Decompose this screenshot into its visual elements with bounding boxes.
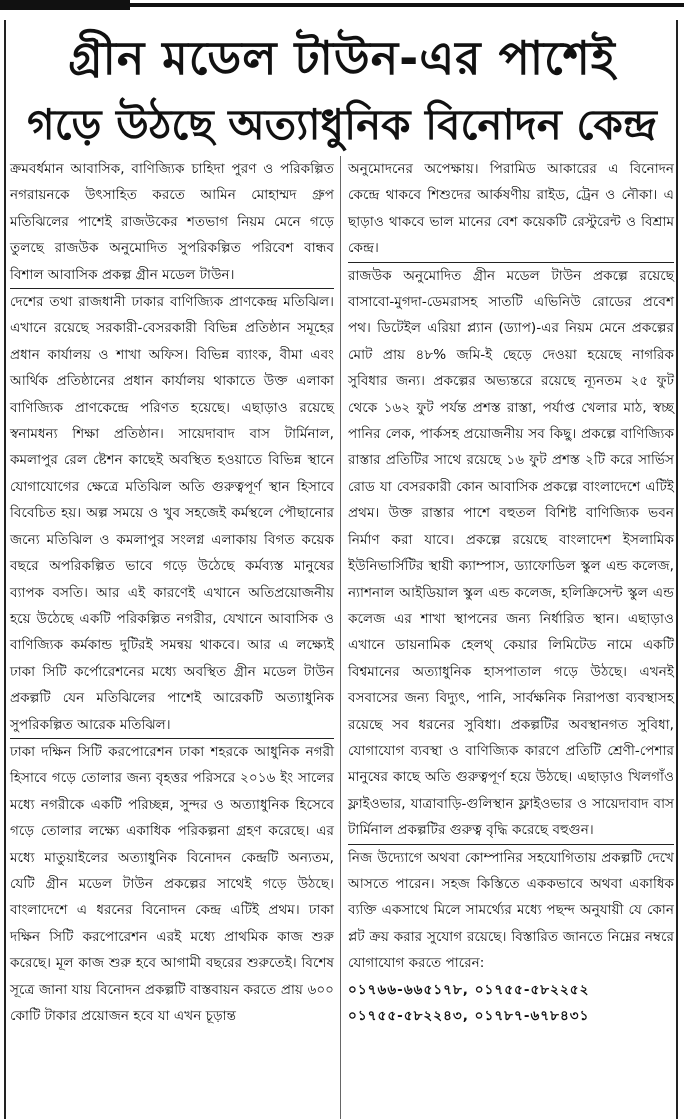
left-column: [10, 156, 334, 1029]
paragraph: নিজ উদ্যোগে অথবা কোম্পানির সহযোগিতায় প্রকল্পটি দেখে আসতে পারেন। সহজ কিস্তিতে এককভাবে অথবা একাধিক ব্যক্তি একসাথে মিলে সামর্থ্যের মধ্যে পছন্দ অনুযায়ী যে কোন প্লট ক্রয় করার সুযোগ রয়েছে। বিস্তারিত জানতে নিম্নের নম্বরে যোগাযোগ করতে পারেন:: [348, 849, 674, 972]
paragraph: দেশের তথা রাজধানী ঢাকার বাণিজ্যিক প্রাণকেন্দ্র মতিঝিল। এখানে রয়েছে সরকারী-বেসরকারী বিভিন্ন প্রতিষ্ঠান সমূহের প্রধান কার্যালয় ও শাখা অফিস। বিভিন্ন ব্যাংক, বীমা এবং আর্থিক প্রতিষ্ঠানের প্রধান কার্যালয় থাকাতে উক্ত এলাকা বাণিজ্যিক প্রাণকেন্দ্রে পরিণত হয়েছে। এছাড়াও রয়েছে স্বনামধন্য শিক্ষা প্রতিষ্ঠান। সায়েদাবাদ বাস টার্মিনাল, কমলাপুর রেল ষ্টেশন কাছেই অবস্থিত হওয়াতে বিভিন্ন স্থানে যোগাযোগের ক্ষেত্রে মতিঝিল অতি গুরুত্বপূর্ণ স্থান হিসাবে বিবেচিত হয়। অল্প সময়ে ও খুব সহজেই কর্মস্থলে পৌছানোর জন্যে মতিঝিল ও কমলাপুর সংলগ্ন এলাকায় বিগত কয়েক বছরে অপরিকল্পিত ভাবে গড়ে উঠেছে কর্মব্যস্ত মানুষের ব্যাপক বসতি। আর এই কারণেই এখানে অতিপ্রয়োজনীয় হয়ে উঠেছে একটি পরিকল্পিত নগরীর, যেখানে আবাসিক ও বাণিজ্যিক কর্মকান্ড দুটিরই সমন্বয় থাকবে। আর এ লক্ষ্যেই ঢাকা সিটি কর্পোরেশনের মধ্যে অবস্থিত গ্রীন মডেল টাউন প্রকল্পটি যেন মতিঝিলের পাশেই আরেকটি অত্যাধুনিক সুপরিকল্পিত আরেক মতিঝিল।: [10, 294, 334, 733]
paragraph: রাজউক অনুমোদিত গ্রীন মডেল টাউন প্রকল্পে রয়েছে বাসাবো-মুগদা-ডেমরাসহ সাতটি এভিনিউ রোডের প্রবেশ পথ। ডিটেইল এরিয়া প্ল্যান (ড্যাপ)-এর নিয়ম মেনে প্রকল্পের মোট প্রায় ৪৮% জমি-ই ছেড়ে দেওয়া হয়েছে নাগরিক সুবিধার জন্য। প্রকল্পের অভ্যন্তরে রয়েছে ন্যূনতম ২৫ ফুট থেকে ১৬২ ফুট পর্যন্ত প্রশস্ত রাস্তা, পর্যাপ্ত খেলার মাঠ, স্বচ্ছ পানির লেক, পার্কসহ প্রয়োজনীয় সব কিছু। প্রকল্পে বাণিজ্যিক রাস্তার প্রতিটির সাথে রয়েছে ১৬ ফুট প্রশস্ত ২টি করে সার্ভিস রোড যা বেসরকারী কোন আবাসিক প্রকল্পে বাংলাদেশে এটিই প্রথম। উক্ত রাস্তার পাশে বহুতল বিশিষ্ট বাণিজ্যিক ভবন নির্মাণ করা যাবে। প্রকল্পে রয়েছে বাংলাদেশ ইসলামিক ইউনিভার্সিটির স্থায়ী ক্যাম্পাস, ড্যাফোডিল স্কুল এন্ড কলেজ, ন্যাশনাল আইডিয়াল স্কুল এন্ড কলেজ, হলিক্রিসেন্ট স্কুল এন্ড কলেজ এর শাখা স্থাপনের জন্য নির্ধারিত স্থান। এছাড়াও এখানে ডায়নামিক হেলথ্ কেয়ার লিমিটেড নামে একটি বিশ্বমানের অত্যাধুনিক হাসপাতাল গড়ে উঠছে। এখনই বসবাসের জন্য বিদ্যুৎ, পানি, সার্বক্ষনিক নিরাপত্তা ব্যবস্থাসহ রয়েছে সব ধরনের সুবিধা। প্রকল্পটির অবস্থানগত সুবিধা, যোগাযোগ ব্যবস্থা ও বাণিজ্যিক কারণে প্রতিটি শ্রেণী-পেশার মানুষের কাছে অতি গুরুত্বপূর্ণ হয়ে উঠছে। এছাড়াও খিলগাঁও ফ্লাইওভার, যাত্রাবাড়ি-গুলিস্থান ফ্লাইওভার ও সায়েদাবাদ বাস টার্মিনাল প্রকল্পটির গুরুত্ব বৃদ্ধি করেছে বহুগুন।: [348, 267, 674, 839]
top-border: [0, 0, 684, 16]
phone-numbers-line-2: ০১৭৫৫-৫৮২২৪৩, ০১৭৮৭-৬৭৮৪৩১: [348, 1008, 590, 1024]
section-tab-mark: [0, 0, 130, 10]
phone-numbers-line-1: ০১৭৬৬-৬৬৫১৭৮, ০১৭৫৫-৫৮২২৫২: [348, 981, 590, 998]
headline: গ্রীন মডেল টাউন-এর পাশেই: [68, 31, 616, 85]
paragraph: অনুমোদনের অপেক্ষায়। পিরামিড আকারের এ বিনোদন কেন্দ্রে থাকবে শিশুদের আর্কষণীয় রাইড, ট্রেন ও নৌকা। এ ছাড়াও থাকবে ভাল মানের বেশ কয়েকটি রেস্টুরেন্ট ও বিশ্রাম কেন্দ্র।: [348, 161, 674, 257]
column-divider: [340, 156, 341, 1119]
top-rule: [130, 3, 684, 7]
paragraph: ঢাকা দক্ষিন সিটি করপোরেশন ঢাকা শহরকে আধুনিক নগরী হিসাবে গড়ে তোলার জন্য বৃহত্তর পরিসরে ২০১৬ ইং সালের মধ্যে নগরীকে একটি পরিচ্ছন্ন, সুন্দর ও অত্যাধুনিক হিসেবে গড়ে তোলার লক্ষ্যে একাধিক পরিকল্পনা গ্রহণ করেছে। এর মধ্যে মাতুয়াইলের অত্যাধুনিক বিনোদন কেন্দ্রটি অন্যতম, যেটি গ্রীন মডেল টাউন প্রকল্পের সাথেই গড়ে উঠছে। বাংলাদেশে এ ধরনের বিনোদন কেন্দ্র এটিই প্রথম। ঢাকা দক্ষিন সিটি করপোরেশন এরই মধ্যে প্রাথমিক কাজ শুরু করেছে। মূল কাজ শুরু হবে আগামী বছরের শুরুতেই। বিশেষ সূত্রে জানা যায় বিনোদন প্রকল্পটি বাস্তবায়ন করতে প্রায় ৬০০ কোটি টাকার প্রয়োজন হবে যা এখন চূড়ান্ত: [10, 743, 334, 1024]
right-column: [348, 156, 674, 1029]
subheadline: গড়ে উঠছে অত্যাধুনিক বিনোদন কেন্দ্র: [27, 100, 657, 149]
paragraph: ক্রমবর্ধমান আবাসিক, বাণিজ্যিক চাহিদা পুরণ ও পরিকল্পিত নগরায়নকে উৎসাহিত করতে আমিন মোহাম্মদ গ্রুপ মতিঝিলের পাশেই রাজউকের শতভাগ নিয়ম মেনে গড়ে তুলছে রাজউক অনুমোদিত সুপরিকল্পিত পরিবেশ বান্ধব বিশাল আবাসিক প্রকল্প গ্রীন মডেল টাউন।: [10, 161, 334, 283]
